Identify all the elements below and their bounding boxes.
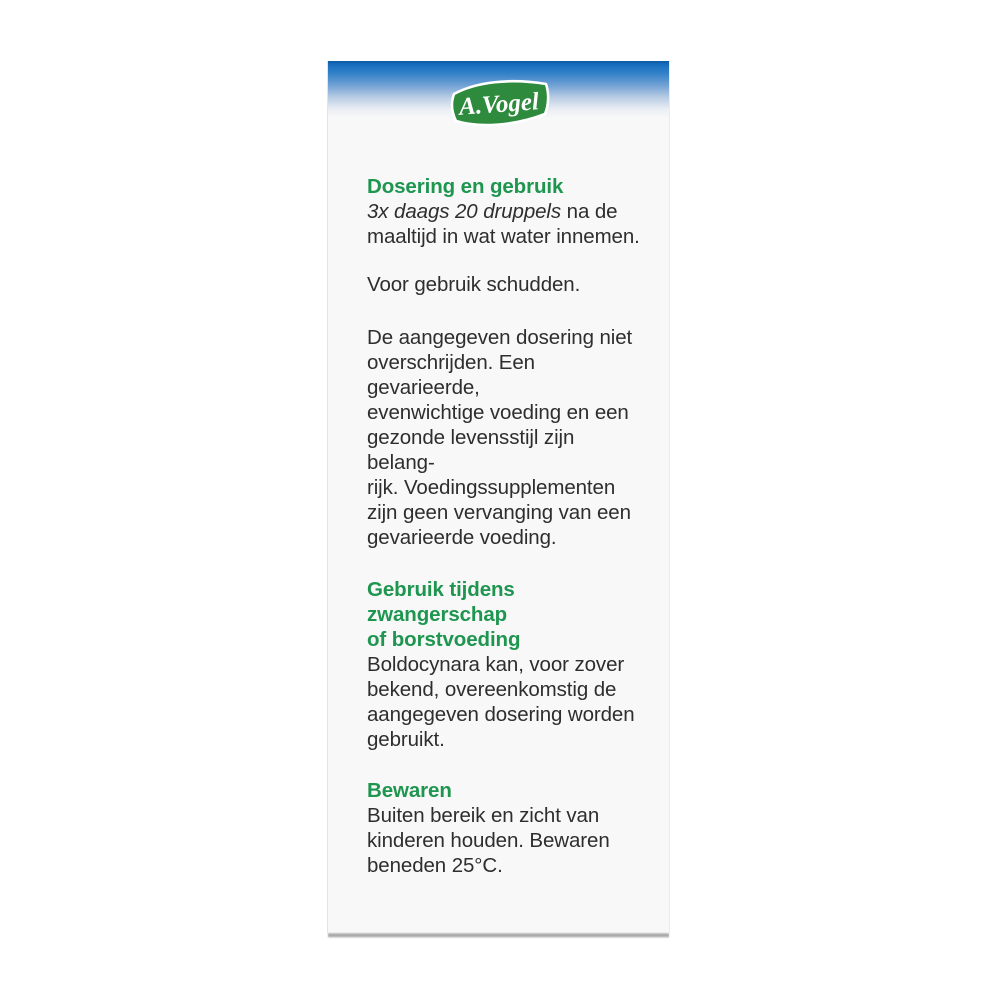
storage-paragraph [367, 803, 643, 878]
dosage-italic: 3x daags 20 druppels [367, 200, 562, 223]
text-line: evenwichtige voeding en een [367, 401, 629, 424]
text-line: De aangegeven dosering niet [367, 326, 633, 349]
text-line: maaltijd in wat water innemen. [367, 225, 640, 248]
heading-storage: Bewaren [367, 779, 452, 802]
text-line: zijn geen vervanging van een [367, 501, 631, 524]
avogel-logo [446, 77, 552, 127]
heading-pregnancy [367, 577, 643, 652]
heading-line: Gebruik tijdens zwangerschap [367, 578, 515, 626]
text-line: gebruikt. [367, 728, 445, 751]
text-line: gevarieerde voeding. [367, 526, 557, 549]
text-line: bekend, overeenkomstig de [367, 678, 617, 701]
text-line: overschrijden. Een gevarieerde, [367, 351, 535, 399]
package-side-panel [327, 61, 670, 933]
text-line: Buiten bereik en zicht van [367, 804, 600, 827]
text-line: kinderen houden. Bewaren [367, 829, 610, 852]
dosage-rest: na de [561, 200, 618, 223]
text-line: beneden 25°C. [367, 854, 503, 877]
text-line: aangegeven dosering worden [367, 703, 635, 726]
advice-paragraph [367, 325, 643, 550]
text-line [367, 199, 643, 224]
text-line: Boldocynara kan, voor zover [367, 653, 625, 676]
text-line: rijk. Voedingssupplementen [367, 476, 616, 499]
text-line: gezonde levensstijl zijn belang- [367, 426, 575, 474]
logo-text: A.Vogel [457, 88, 540, 121]
pregnancy-paragraph [367, 652, 643, 752]
heading-dosage: Dosering en gebruik [367, 175, 564, 198]
panel-text [328, 118, 669, 878]
shake-note: Voor gebruik schudden. [367, 273, 581, 296]
heading-line: of borstvoeding [367, 628, 521, 651]
